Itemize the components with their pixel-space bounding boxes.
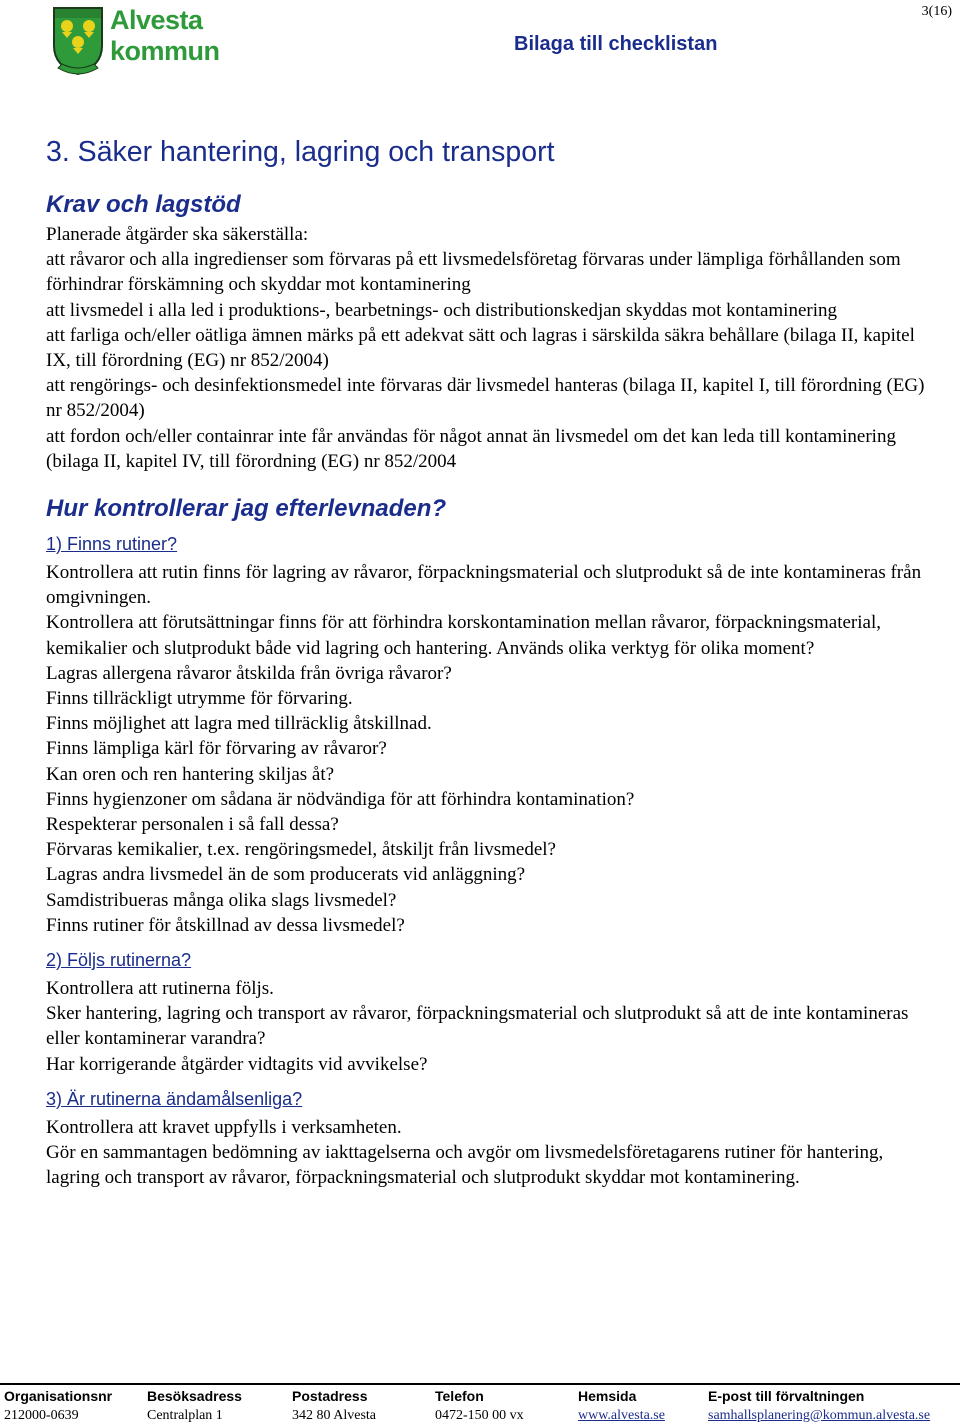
logo-line-2: kommun [110, 36, 220, 66]
check-line: Lagras andra livsmedel än de som producerats vid anläggning? [46, 864, 526, 886]
footer-post-value: 342 80 Alvesta [292, 1408, 376, 1423]
footer-post [292, 1387, 376, 1425]
question-3-list [46, 1115, 926, 1191]
footer-post-label: Postadress [292, 1388, 368, 1404]
check-title: Hur kontrollerar jag efterlevnaden? [46, 495, 447, 523]
footer-visit [147, 1387, 242, 1425]
check-line: Har korrigerande åtgärder vidtagits vid avvikelse? [46, 1053, 428, 1075]
question-2-heading: 2) Följs rutinerna? [46, 950, 192, 971]
check-line: Samdistribueras många olika slags livsmedel? [46, 889, 397, 911]
check-line: Förvaras kemikalier, t.ex. rengöringsmedel, åtskiljt från livsmedel? [46, 839, 556, 861]
footer-org [4, 1387, 112, 1425]
page-number: 3(16) [921, 4, 952, 19]
check-line: Finns möjlighet att lagra med tillräcklig åtskillnad. [46, 713, 432, 735]
intro-line: att fordon och/eller containrar inte får användas för något annat än livsmedel om det kan leda till kontaminering (bilaga II, kapitel IV, till förordning (EG) nr 852/2004 [46, 425, 896, 472]
footer-email [708, 1387, 930, 1425]
logo-text [110, 6, 220, 66]
check-line: Gör en sammantagen bedömning av iakttagelserna och avgör om livsmedelsföretagarens rutiner för hantering, lagring och transport av råvaror, förpackningsmaterial och slutprodukt skyddar mot kontaminering. [46, 1142, 884, 1189]
footer-web-link[interactable]: www.alvesta.se [578, 1408, 665, 1423]
municipality-logo [50, 6, 235, 76]
footer-email-link[interactable]: samhallsplanering@kommun.alvesta.se [708, 1408, 931, 1423]
footer-divider [0, 1383, 960, 1385]
check-line: Kontrollera att förutsättningar finns för att förhindra korskontamination mellan råvaror, förpackningsmaterial, kemikalier och slutprodukt både vid lagring och hantering. Används olika verktyg för olika moment? [46, 612, 881, 659]
check-line: Lagras allergena råvaror åtskilda från övriga råvaror? [46, 662, 452, 684]
footer-org-value: 212000-0639 [4, 1408, 79, 1423]
check-line: Finns rutiner för åtskillnad av dessa livsmedel? [46, 914, 405, 936]
check-line: Sker hantering, lagring och transport av råvaror, förpackningsmaterial och slutprodukt så att de inte kontamineras eller kontaminerar varandra? [46, 1003, 909, 1050]
check-line: Finns lämpliga kärl för förvaring av råvaror? [46, 738, 387, 760]
section-subtitle: Krav och lagstöd [46, 191, 241, 218]
footer-web-label: Hemsida [578, 1388, 637, 1404]
intro-line: att råvaror och alla ingredienser som förvaras på ett livsmedelsföretag förvaras under lämpliga förhållanden som förhindrar förskämning och skyddar mot kontaminering [46, 249, 901, 296]
main-content [46, 134, 926, 1191]
question-1-heading: 1) Finns rutiner? [46, 534, 178, 555]
footer-visit-label: Besöksadress [147, 1388, 242, 1404]
check-line: Kontrollera att rutin finns för lagring av råvaror, förpackningsmaterial och slutprodukt så de inte kontamineras från omgivningen. [46, 562, 922, 609]
intro-line: att rengörings- och desinfektionsmedel inte förvaras där livsmedel hanteras (bilaga II, kapitel I, till förordning (EG) nr 852/2004) [46, 375, 925, 422]
check-line: Respekterar personalen i så fall dessa? [46, 814, 339, 836]
footer-phone-value: 0472-150 00 vx [435, 1408, 524, 1423]
question-1-list [46, 560, 926, 938]
footer-web [578, 1387, 665, 1425]
intro-line: att livsmedel i alla led i produktions-, bearbetnings- och distributionskedjan skyddas mot kontaminering [46, 299, 837, 321]
footer-phone-label: Telefon [435, 1388, 484, 1404]
check-line: Finns hygienzoner om sådana är nödvändiga för att förhindra kontamination? [46, 788, 635, 810]
check-line: Kontrollera att kravet uppfylls i verksamheten. [46, 1116, 402, 1138]
coat-of-arms-icon [50, 6, 106, 76]
question-3-heading: 3) Är rutinerna ändamålsenliga? [46, 1088, 303, 1109]
footer-org-label: Organisationsnr [4, 1388, 113, 1404]
requirements-list [46, 222, 926, 474]
intro-line: att farliga och/eller oätliga ämnen märks på ett adekvat sätt och lagras i särskilda säkra behållare (bilaga II, kapitel IX, till förordning (EG) nr 852/2004) [46, 324, 915, 372]
footer-visit-value: Centralplan 1 [147, 1408, 223, 1423]
logo-line-1: Alvesta [110, 5, 203, 35]
footer-email-label: E-post till förvaltningen [708, 1388, 865, 1404]
footer-phone [435, 1387, 524, 1425]
section-title: 3. Säker hantering, lagring och transport [46, 136, 555, 168]
question-2-list [46, 976, 926, 1077]
check-line: Kontrollera att rutinerna följs. [46, 978, 274, 1000]
intro-line: Planerade åtgärder ska säkerställa: [46, 224, 309, 245]
check-line: Kan oren och ren hantering skiljas åt? [46, 763, 335, 785]
header-title: Bilaga till checklistan [514, 33, 718, 55]
check-line: Finns tillräckligt utrymme för förvaring. [46, 688, 353, 710]
